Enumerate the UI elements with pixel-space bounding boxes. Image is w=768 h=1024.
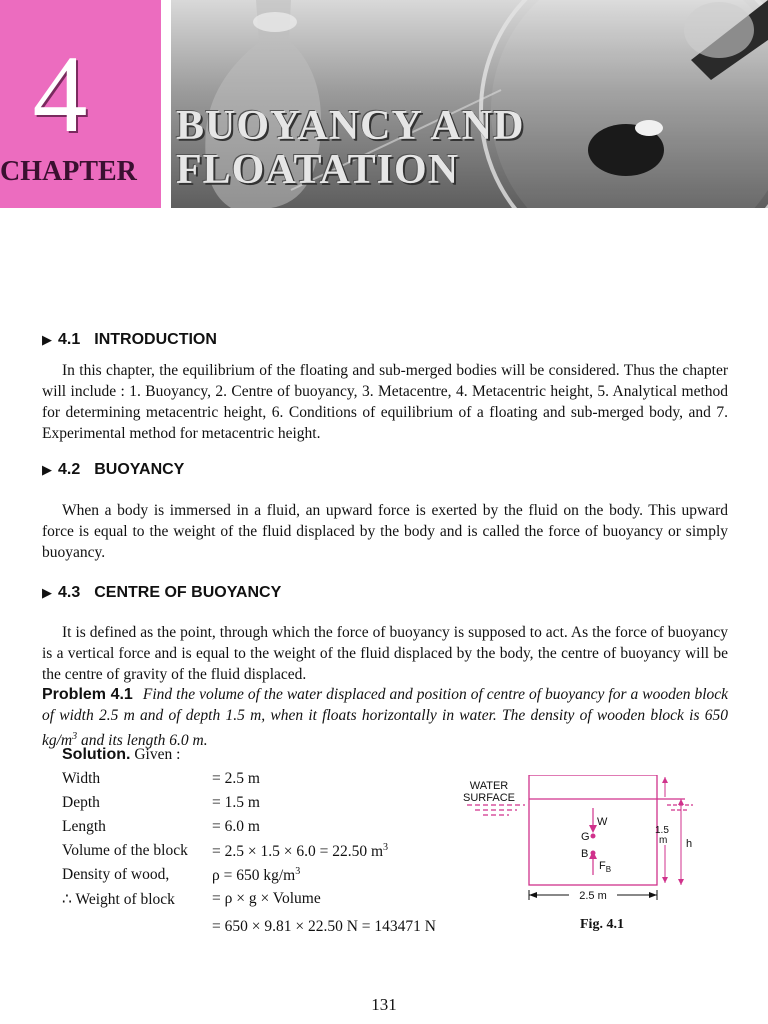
section-number: 4.2 (58, 461, 81, 478)
figure-caption: Fig. 4.1 (580, 917, 624, 932)
chapter-title-line1: BUOYANCY AND (176, 103, 525, 149)
buoyancy-arrow-icon (589, 851, 597, 859)
section-number: 4.3 (58, 584, 81, 601)
chapter-title-line2: FLOATATION (176, 147, 460, 193)
label-width: 2.5 m (579, 890, 607, 902)
solution-label: Solution. (62, 746, 131, 763)
buoyancy-paragraph: When a body is immersed in a fluid, an upward force is exerted by the fluid on the body. This upward force is equal to the weight of the fluid displaced by the body and is called the force of buoyancy or simply buoyancy. (42, 502, 728, 561)
section-heading-buoyancy (42, 461, 184, 479)
label-g: G (581, 831, 590, 843)
triangle-bullet-icon: ▶ (42, 332, 52, 347)
centre-of-gravity-point (591, 834, 596, 839)
triangle-bullet-icon: ▶ (42, 585, 52, 600)
water-label-1: WATER (469, 780, 509, 792)
introduction-paragraph: In this chapter, the equilibrium of the floating and sub-merged bodies will be considered. Thus the chapter will include : 1. Buoyancy, 2. Centre of buoyancy, 3. Metacentre, 4. Metacentric height, 5. Analytical method for determining metacentric height, 6. Conditions of equilibrium of a floating and sub-merged body, and 7. Experimental method for metacentric height. (42, 362, 728, 442)
solution-given: Given : (134, 746, 181, 763)
centre-of-buoyancy-paragraph: It is defined as the point, through which the force of buoyancy is supposed to act. As the force of buoyancy is a vertical force and is equal to the weight of the fluid displaced by the body, the centre of buoyancy will be the centre of gravity of the fluid displaced. (42, 624, 728, 683)
triangle-bullet-icon: ▶ (42, 462, 52, 477)
water-label-2: SURFACE (463, 792, 515, 804)
chapter-header (0, 0, 768, 208)
problem-statement (42, 684, 728, 751)
floating-block-figure (455, 775, 715, 935)
chapter-number-box (0, 0, 161, 208)
chapter-word: CHAPTER (0, 156, 137, 187)
section-title: CENTRE OF BUOYANCY (94, 584, 282, 601)
label-fb: $F_B$ (599, 860, 612, 874)
section-number: 4.1 (58, 331, 81, 348)
chapter-number: 4 (32, 33, 88, 155)
section-heading-centre-of-buoyancy (42, 584, 281, 602)
page-number: 131 (371, 995, 397, 1014)
label-depth-1: 1.5 (655, 825, 669, 836)
section-heading-introduction (42, 331, 217, 349)
problem-label: Problem 4.1 (42, 686, 133, 703)
label-h: h (686, 838, 693, 850)
section-title: BUOYANCY (94, 461, 185, 478)
label-b: B (581, 848, 589, 860)
problem-text: Find the volume of the water displaced and position of centre of buoyancy for a wooden block of width 2.5 m and of depth 1.5 m, when it floats horizontally in water. The density of wooden block is 650 $kg/m^3$ and its length 6.0 m. (42, 686, 729, 750)
section-title: INTRODUCTION (94, 331, 217, 348)
weight-arrow-icon (589, 825, 597, 833)
label-depth-2: m (659, 835, 668, 846)
label-w: W (597, 816, 608, 828)
solution-heading (62, 746, 180, 764)
